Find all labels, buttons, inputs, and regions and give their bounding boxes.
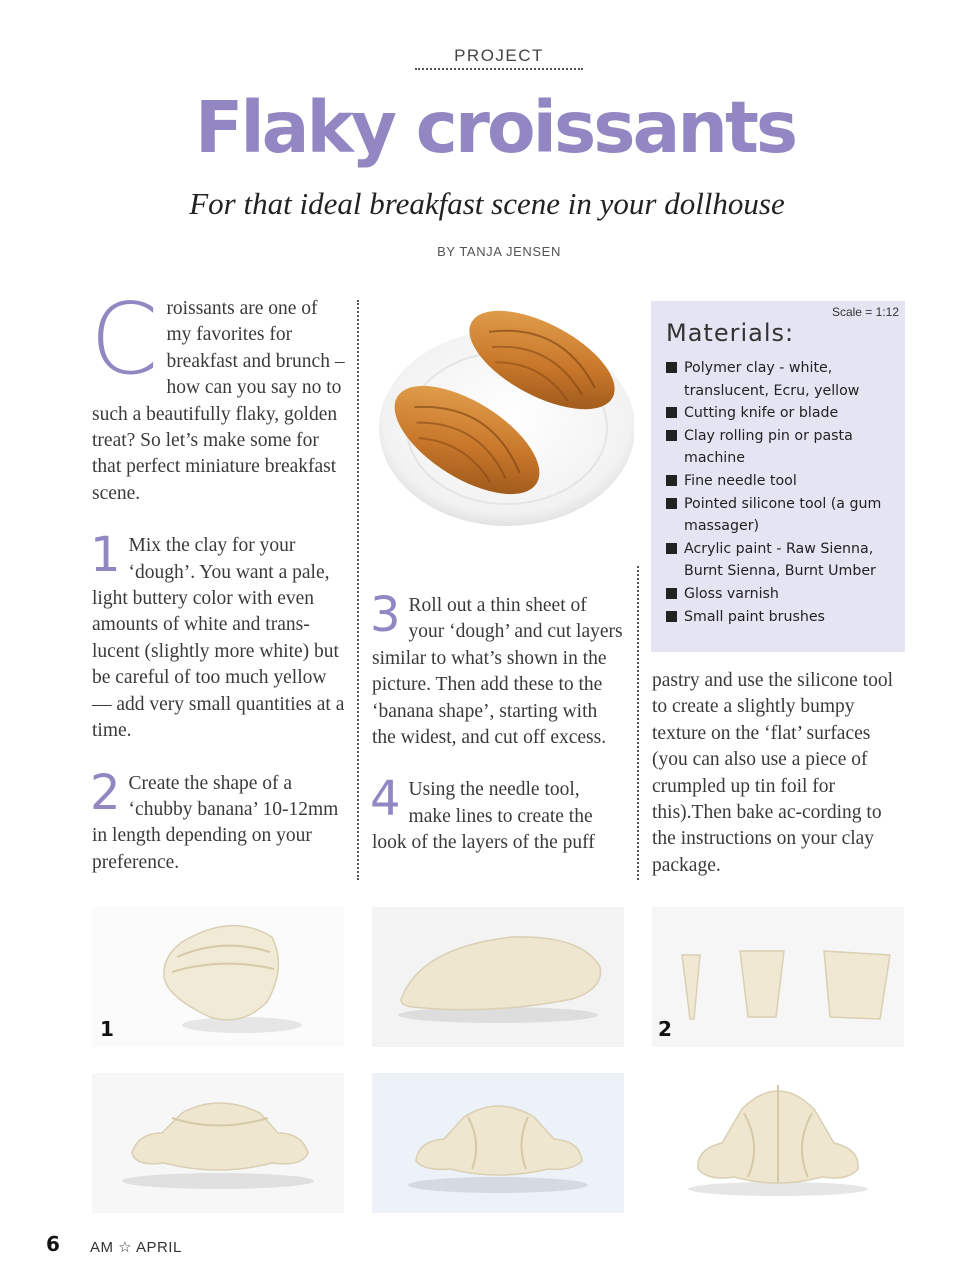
materials-item: Cutting knife or blade xyxy=(666,402,898,425)
bullet-square-icon xyxy=(666,430,677,441)
step-4 xyxy=(370,771,624,856)
intro-paragraph xyxy=(90,283,346,507)
materials-item: Acrylic paint - Raw Sienna, Burnt Sienna, Burnt Umber xyxy=(666,538,898,583)
step-text: Roll out a thin sheet of your ‘dough’ and cut layers similar to what’s shown in the picture. Then add these to the ‘banana shape’, starting with the widest, and cut off excess. xyxy=(372,595,623,749)
step-4-continued: pastry and use the silicone tool to create a slightly bumpy texture on the ‘flat’ surfaces (you can also use a piece of crumpled up tin foil for this).Then bake ac-cording to the instructions on your clay package. xyxy=(652,670,893,876)
materials-box xyxy=(651,301,905,652)
step-number: 2 xyxy=(90,764,121,821)
materials-item: Fine needle tool xyxy=(666,470,898,493)
materials-title: Materials: xyxy=(666,319,795,347)
layered-croissant-photo-2 xyxy=(372,1073,624,1213)
step-number: 1 xyxy=(90,527,121,584)
step1-clay-photo xyxy=(92,907,344,1047)
bullet-square-icon xyxy=(666,362,677,373)
intro-text: roissants are one of my favorites for breakfast and brunch – how can you say no to such a beautifully flaky, golden treat? So let’s make some for that perfect miniature breakfast scene. xyxy=(92,298,345,504)
step-text: Mix the clay for your ‘dough’. You want a pale, light buttery color with even amounts of white and trans-lucent (slightly more white) but be careful of too much yellow — add very small quantities at a time. xyxy=(92,535,345,742)
bullet-square-icon xyxy=(666,475,677,486)
step-number: 3 xyxy=(370,587,401,643)
step-2 xyxy=(90,764,346,877)
step-number: 4 xyxy=(370,771,401,828)
drop-cap: C xyxy=(90,283,159,397)
step-photo-label: 1 xyxy=(100,1017,114,1041)
materials-list xyxy=(666,357,898,628)
layered-croissant-photo-1 xyxy=(92,1073,344,1213)
bullet-square-icon xyxy=(666,498,677,509)
materials-item: Polymer clay - white, translucent, Ecru, yellow xyxy=(666,357,898,402)
croissants-photo xyxy=(372,300,634,530)
bullet-square-icon xyxy=(666,588,677,599)
article-subtitle: For that ideal breakfast scene in your dollhouse xyxy=(189,186,785,221)
step-text: Using the needle tool, make lines to create the look of the layers of the puff xyxy=(372,779,595,854)
column-1 xyxy=(90,283,346,876)
step2-layers-photo xyxy=(652,907,904,1047)
shaped-croissant-photo xyxy=(652,1073,904,1213)
bullet-square-icon xyxy=(666,543,677,554)
materials-item: Gloss varnish xyxy=(666,583,898,606)
materials-item: Pointed silicone tool (a gum massager) xyxy=(666,493,898,538)
materials-item: Small paint brushes xyxy=(666,606,898,629)
step-text: Create the shape of a ‘chubby banana’ 10-12mm in length depending on your preference. xyxy=(92,772,339,873)
section-label: PROJECT xyxy=(454,46,544,65)
column-divider xyxy=(357,300,359,880)
bullet-square-icon xyxy=(666,407,677,418)
materials-item: Clay rolling pin or pasta machine xyxy=(666,425,898,470)
step-3 xyxy=(370,587,624,751)
column-2 xyxy=(370,587,624,857)
banana-shape-photo xyxy=(372,907,624,1047)
article-title: Flaky croissants xyxy=(194,86,796,169)
step-photo-label: 2 xyxy=(658,1017,672,1041)
section-divider xyxy=(415,68,583,70)
magazine-issue: AM ☆ APRIL xyxy=(90,1239,182,1256)
byline: BY TANJA JENSEN xyxy=(437,244,561,259)
bullet-square-icon xyxy=(666,611,677,622)
page-number: 6 xyxy=(46,1232,60,1256)
step-1 xyxy=(90,527,346,744)
column-divider xyxy=(637,566,639,880)
scale-note: Scale = 1:12 xyxy=(831,305,899,319)
column-3 xyxy=(652,668,902,879)
